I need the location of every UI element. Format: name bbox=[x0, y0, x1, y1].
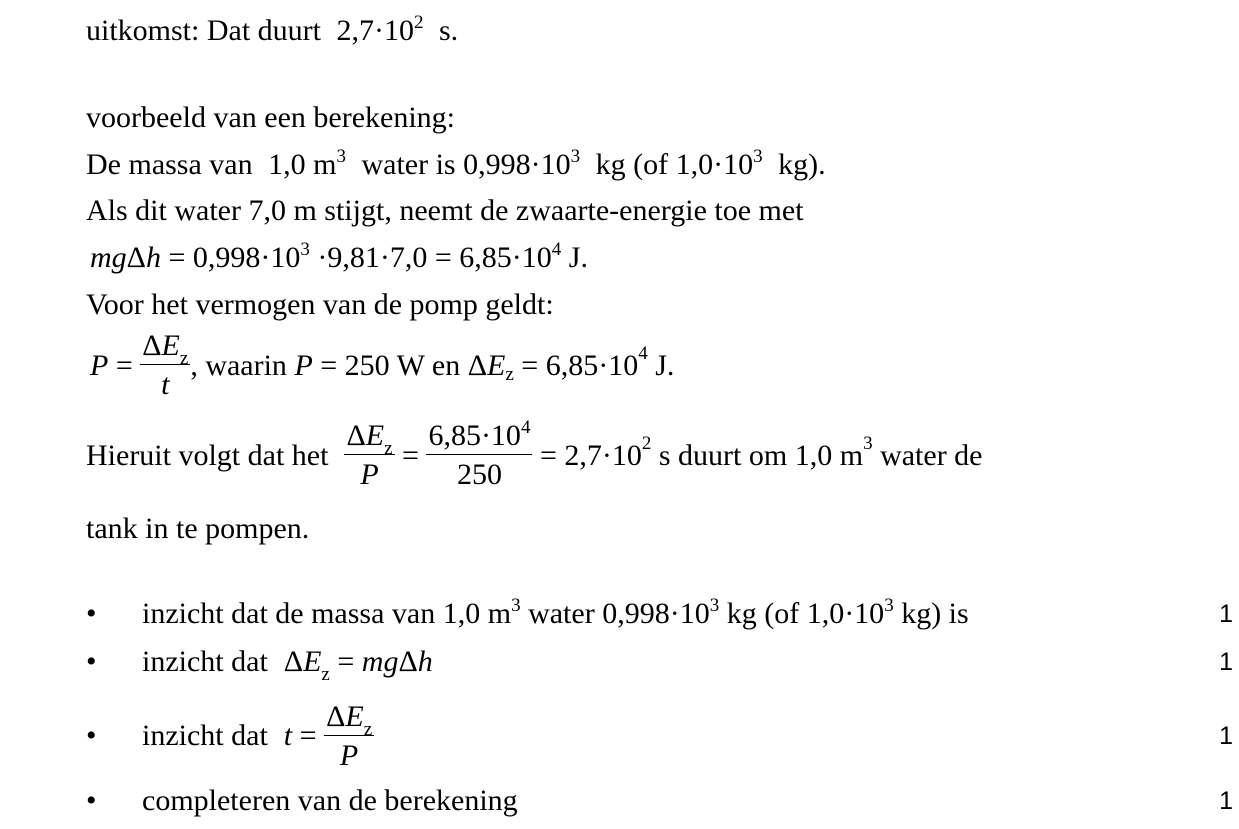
criterion-score: 1 bbox=[1219, 721, 1233, 750]
time-fraction: $\frac{\Delta E_z}{P}$ bbox=[326, 699, 373, 772]
criterion-score: 1 bbox=[1219, 786, 1233, 815]
criterion-text: inzicht dat de massa van 1,0 $m^3$ water $0,998\cdot 10^3$ kg (of $1,0\cdot 10^3$ kg) is bbox=[142, 595, 969, 630]
criterion-score: 1 bbox=[1219, 599, 1233, 628]
example-heading: voorbeeld van een berekening: bbox=[86, 101, 456, 134]
criterion-1 bbox=[86, 597, 1239, 631]
energy-over-power-fraction: $\frac{\Delta E_z}{P}$ bbox=[346, 419, 393, 491]
power-fraction: $\frac{\Delta E_z}{t}$ bbox=[142, 329, 189, 401]
numeric-fraction: $\frac{6,85\cdot 10^4}{250}$ bbox=[428, 417, 531, 491]
criterion-text: inzicht dat $\Delta E_z = mg\Delta h$ bbox=[142, 645, 433, 685]
mass-line: De massa van 1,0 $m^3$ water is $0,998\cdot 10^3$ kg (of $1,0\cdot 10^3$ kg). bbox=[86, 146, 826, 181]
conclusion-line: Hieruit volgt dat het $\frac{\Delta E_z}{P}$ = $\frac{6,85\cdot 10^4}{250}$ = 2,7·10 $^2$ s duurt om 1,0 m $^3$ water de bbox=[86, 417, 983, 491]
conclusion-end: tank in te pompen. bbox=[86, 512, 310, 545]
criterion-2 bbox=[86, 645, 1239, 685]
criterion-4 bbox=[86, 784, 1239, 818]
result-line bbox=[86, 12, 459, 47]
power-formula: P = $\frac{\Delta E_z}{t}$ , waarin P = 250 W en Δ E $_z$ = 6,85·10 $^4$ J. bbox=[90, 329, 675, 401]
rise-line: Als dit water 7,0 m stijgt, neemt de zwaarte-energie toe met bbox=[86, 194, 804, 227]
bullet-icon: • bbox=[86, 645, 97, 678]
energy-equation: $mg\Delta h = 0,998\cdot 10^3 \cdot 9,81\cdot 7,0 = 6,85\cdot 10^4$ J. bbox=[90, 239, 588, 274]
criterion-text: completeren van de berekening bbox=[142, 784, 518, 817]
result-unit: s. bbox=[439, 14, 459, 47]
result-value: $2,7\cdot 10^2$ bbox=[336, 12, 424, 47]
criterion-score: 1 bbox=[1219, 647, 1233, 676]
power-intro: Voor het vermogen van de pomp geldt: bbox=[86, 288, 554, 321]
criterion-text: inzicht dat t = $\frac{\Delta E_z}{P}$ bbox=[142, 699, 373, 772]
result-prefix: uitkomst: Dat duurt bbox=[86, 14, 321, 47]
criterion-3 bbox=[86, 696, 1239, 776]
bullet-icon: • bbox=[86, 719, 97, 752]
bullet-icon: • bbox=[86, 597, 97, 630]
bullet-icon: • bbox=[86, 784, 97, 817]
